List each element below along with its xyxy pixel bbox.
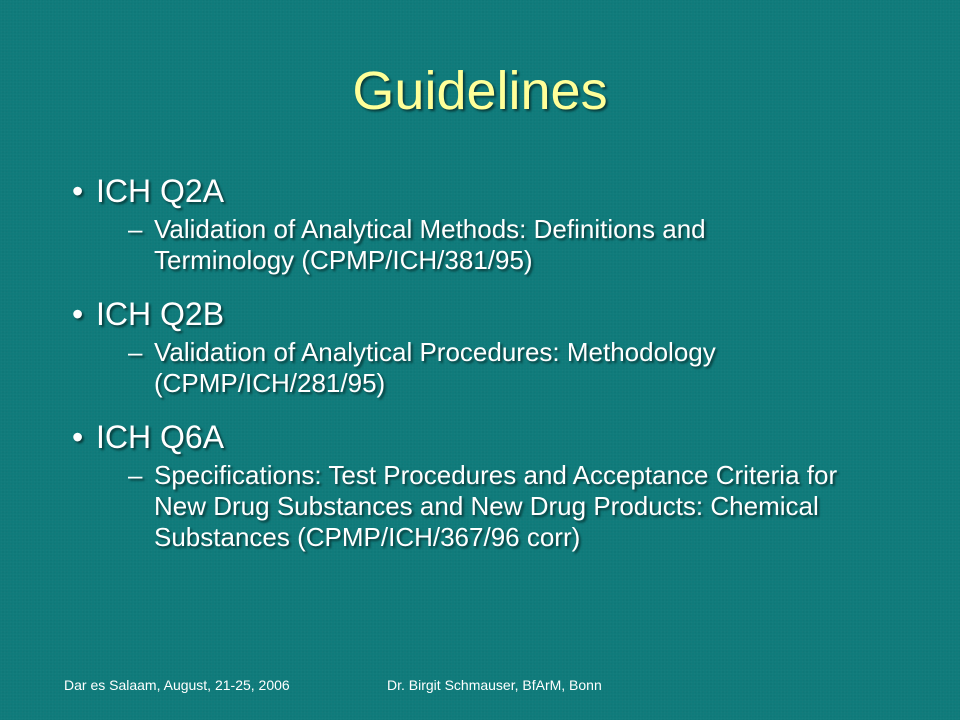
bullet-dot-icon: • xyxy=(72,173,84,209)
bullet-dot-icon: • xyxy=(72,296,84,332)
dash-icon: – xyxy=(128,214,143,244)
bullet-list xyxy=(72,170,852,570)
footer-location-date: Dar es Salaam, August, 21-25, 2006 xyxy=(64,677,290,693)
sub-item-text: Validation of Analytical Methods: Definitions and Terminology (CPMP/ICH/381/95) xyxy=(154,214,706,275)
bullet-label: ICH Q2A xyxy=(96,173,225,209)
bullet-label: ICH Q2B xyxy=(96,296,225,332)
bullet-item-ich-q2b xyxy=(72,293,852,335)
sub-item-ich-q2a xyxy=(128,214,852,276)
slide-title: Guidelines xyxy=(352,61,608,121)
sub-item-text: Validation of Analytical Procedures: Methodology (CPMP/ICH/281/95) xyxy=(154,337,716,398)
bullet-item-ich-q6a xyxy=(72,416,852,458)
sub-item-ich-q6a xyxy=(128,460,852,553)
dash-icon: – xyxy=(128,460,143,490)
bullet-dot-icon: • xyxy=(72,419,84,455)
sub-item-text: Specifications: Test Procedures and Acceptance Criteria for New Drug Substances and New Drug Products: Chemical Substances (CPMP/ICH/367/96 corr) xyxy=(154,460,838,552)
bullet-label: ICH Q6A xyxy=(96,419,225,455)
footer-author: Dr. Birgit Schmauser, BfArM, Bonn xyxy=(387,677,602,693)
slide-footer xyxy=(0,677,960,701)
dash-icon: – xyxy=(128,337,143,367)
bullet-item-ich-q2a xyxy=(72,170,852,212)
sub-item-ich-q2b xyxy=(128,337,852,399)
